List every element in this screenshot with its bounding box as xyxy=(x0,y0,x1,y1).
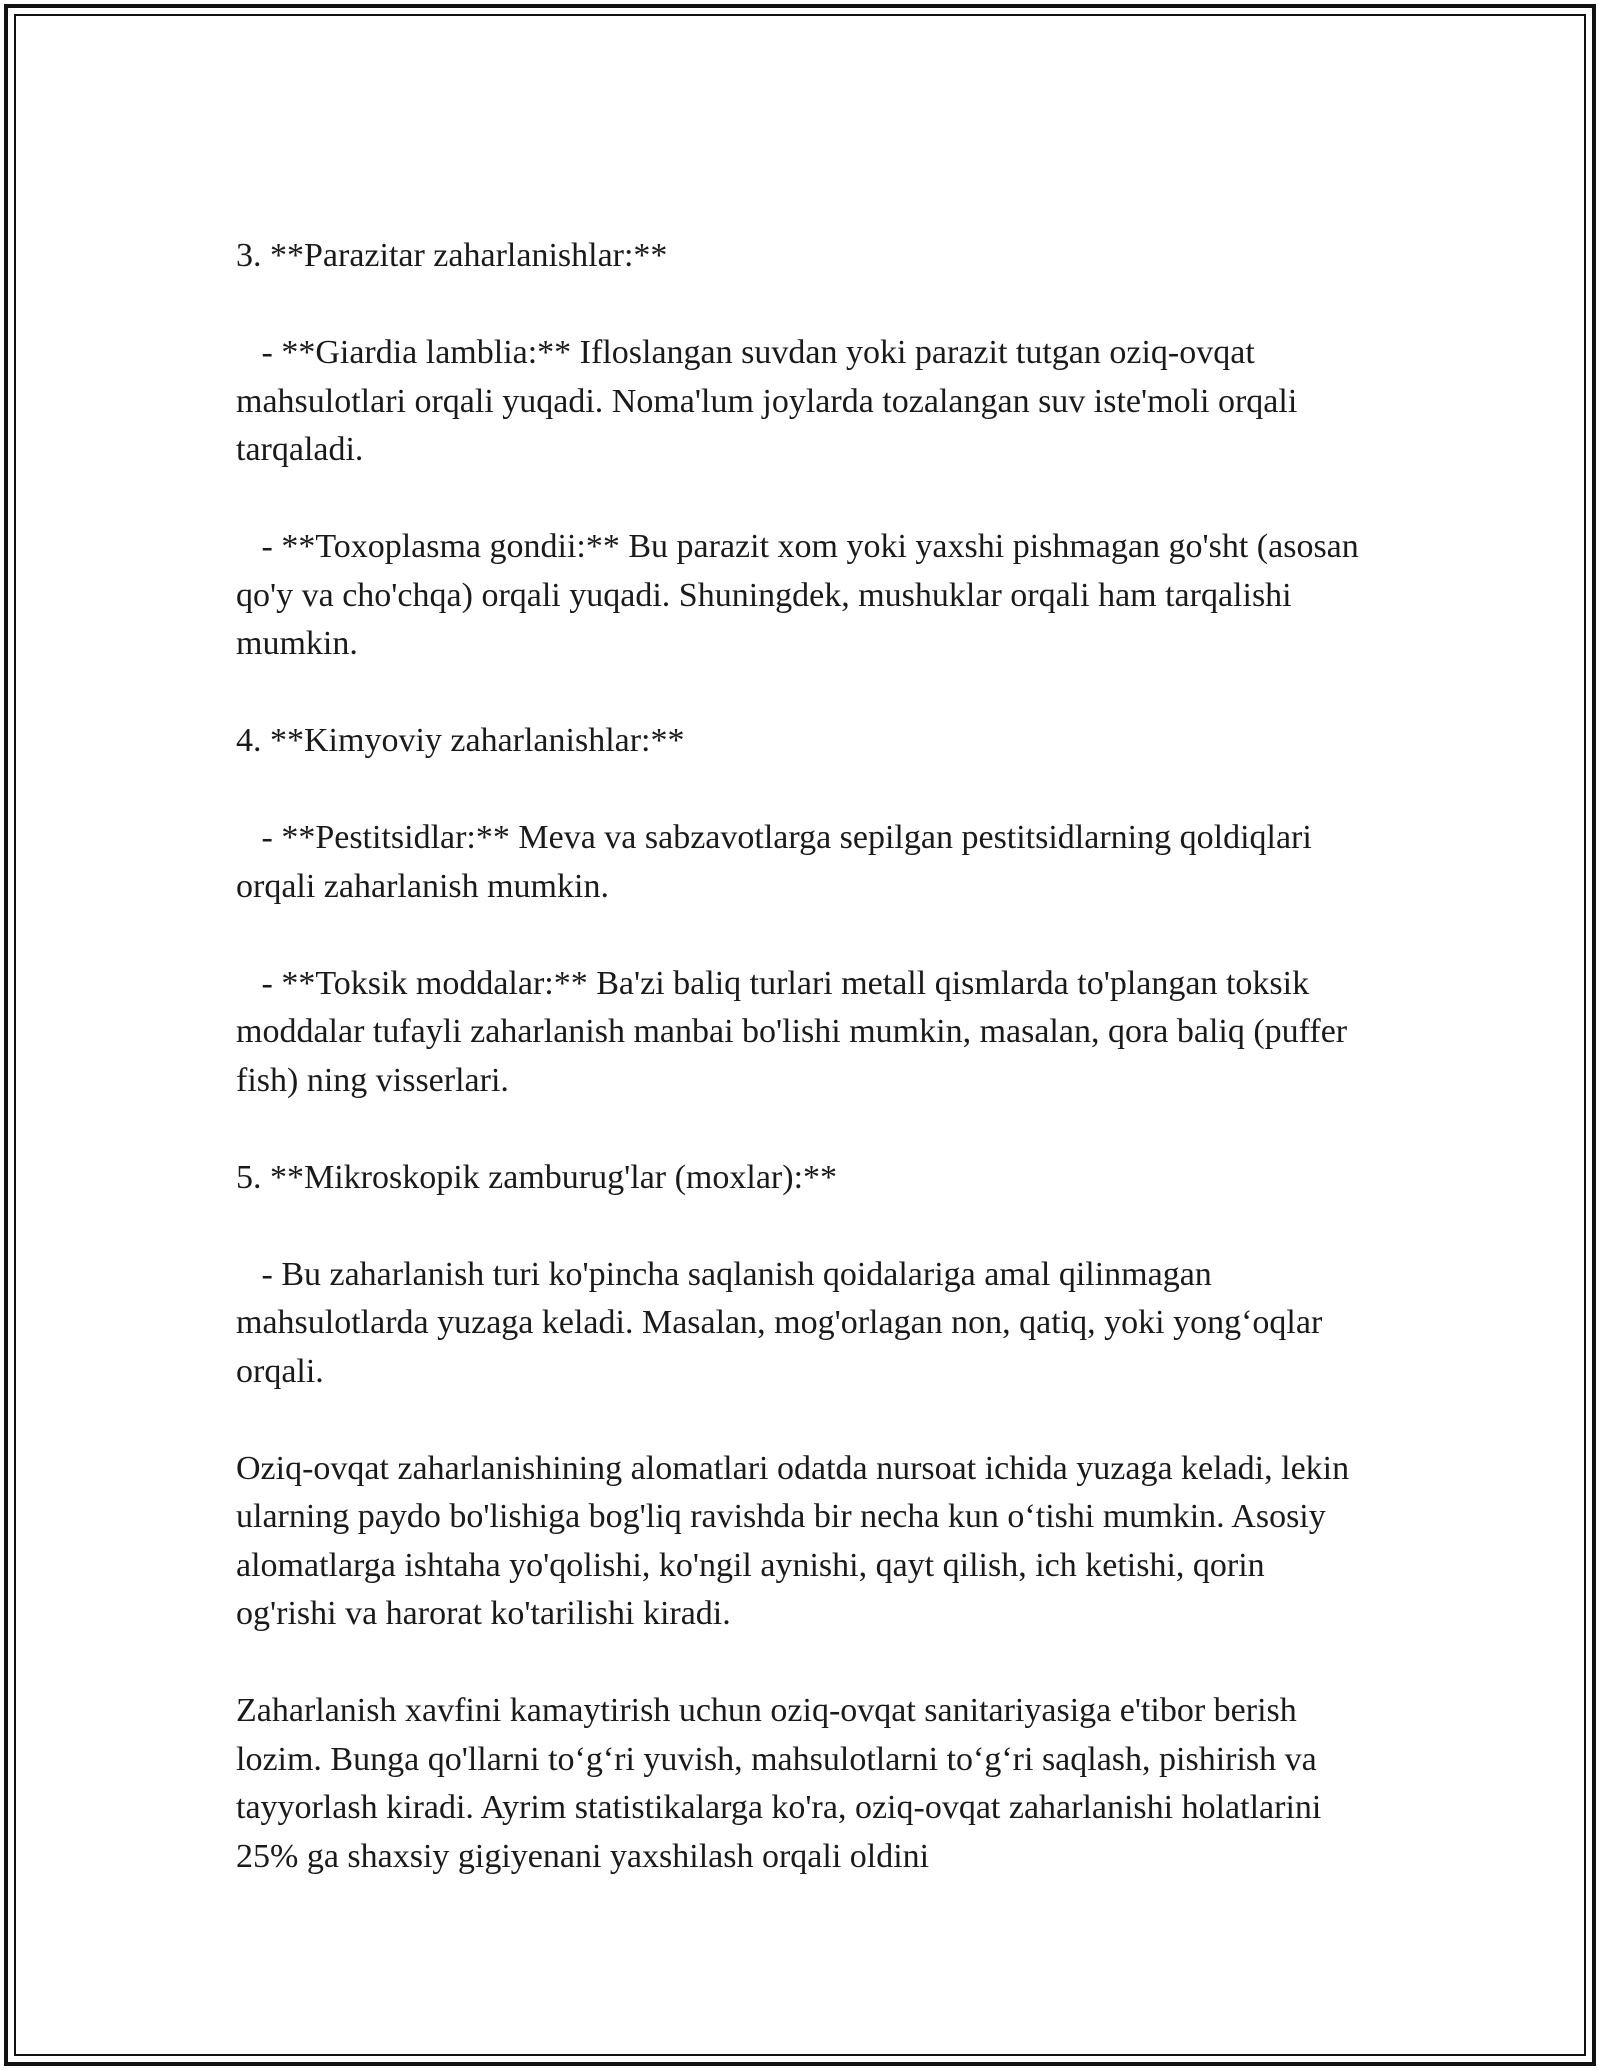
list-item-toxic-substances: - **Toksik moddalar:** Ba'zi baliq turlari metall qismlarda to'plangan toksik moddalar tufayli zaharlanish manbai bo'lishi mumkin, masalan, qora baliq (puffer fish) ning visserlari. xyxy=(236,964,1356,1099)
paragraph-prevention: Zaharlanish xavfini kamaytirish uchun oziq-ovqat sanitariyasiga e'tibor berish lozim. Bunga qo'llarni to‘g‘ri yuvish, mahsulotlarni to‘g‘ri saqlash, pishirish va tayyorlash kiradi. Ayrim statistikalarga ko'ra, oziq-ovqat zaharlanishi holatlarini 25% ga shaxsiy gigiyenani yaxshilash orqali oldini xyxy=(236,1692,1330,1875)
paragraph-symptoms: Oziq-ovqat zaharlanishining alomatlari odatda nursoat ichida yuzaga keladi, lekin ularning paydo bo'lishiga bog'liq ravishda bir necha kun o‘tishi mumkin. Asosiy alomatlarga ishtaha yo'qolishi, ko'ngil aynishi, qayt qilish, ich ketishi, qorin og'rishi va harorat ko'tarilishi kiradi. xyxy=(236,1449,1358,1632)
list-item-pesticides: - **Pestitsidlar:** Meva va sabzavotlarga sepilgan pestitsidlarning qoldiqlari orqali zaharlanish mumkin. xyxy=(236,819,1321,905)
section-heading-chemical: 4. **Kimyoviy zaharlanishlar:** xyxy=(236,722,685,759)
list-item-giardia: - **Giardia lamblia:** Ifloslangan suvdan yoki parazit tutgan oziq-ovqat mahsulotlari orqali yuqadi. Noma'lum joylarda tozalangan suv iste'moli orqali tarqaladi. xyxy=(236,334,1306,468)
list-item-toxoplasma: - **Toxoplasma gondii:** Bu parazit xom yoki yaxshi pishmagan go'sht (asosan qo'y va cho'chqa) orqali yuqadi. Shuningdek, mushuklar orqali ham tarqalishi mumkin. xyxy=(236,528,1368,662)
section-heading-fungi: 5. **Mikroskopik zamburug'lar (moxlar):** xyxy=(236,1158,838,1196)
list-item-fungi: - Bu zaharlanish turi ko'pincha saqlanish qoidalariga amal qilinmagan mahsulotlarda yuzaga keladi. Masalan, mog'orlagan non, qatiq, yoki yong‘oqlar orqali. xyxy=(236,1255,1331,1390)
section-heading-parasitic: 3. **Parazitar zaharlanishlar:** xyxy=(236,237,668,274)
document-body xyxy=(236,232,1366,1930)
